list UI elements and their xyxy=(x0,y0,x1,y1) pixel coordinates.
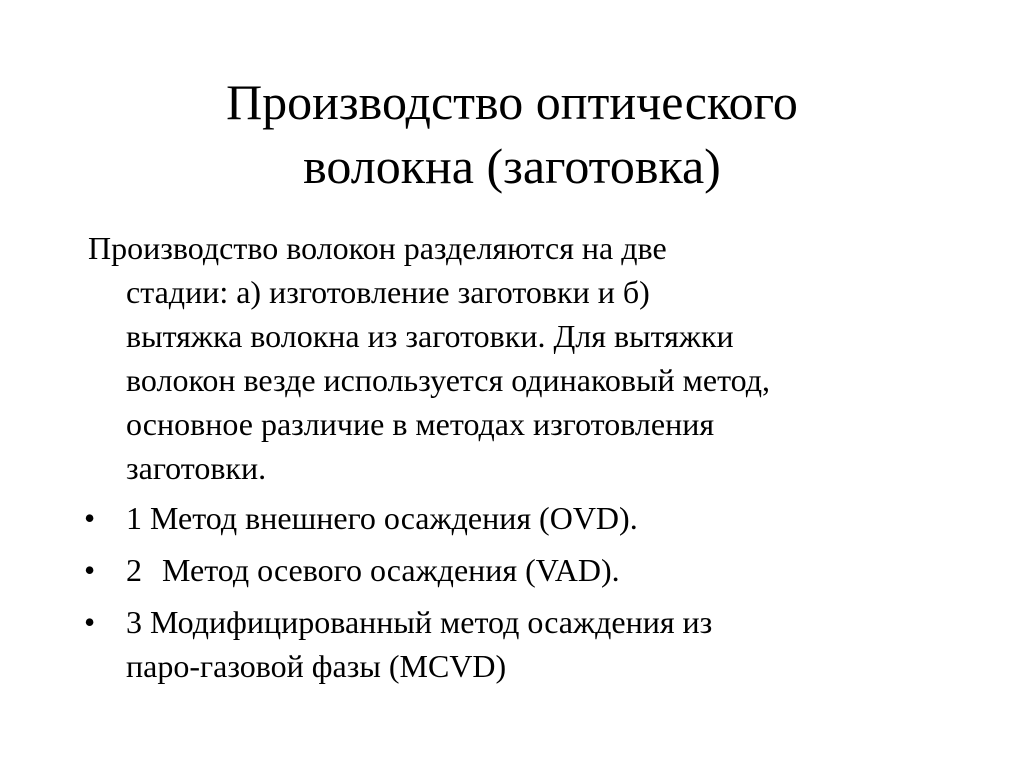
bullet-icon: • xyxy=(84,552,96,588)
intro-line: вытяжка волокна из заготовки. Для вытяжки xyxy=(126,318,734,354)
method-list xyxy=(84,496,944,696)
slide-title xyxy=(0,70,1024,198)
bullet-icon: • xyxy=(84,604,96,640)
list-item-text: 1 Метод внешнего осаждения (OVD). xyxy=(126,500,638,536)
bullet-icon: • xyxy=(84,500,96,536)
title-line-2: волокна (заготовка) xyxy=(303,138,721,194)
intro-line: Производство волокон разделяются на две xyxy=(88,230,667,266)
list-item xyxy=(84,600,944,688)
intro-paragraph xyxy=(88,226,928,490)
title-line-1: Производство оптического xyxy=(226,74,798,130)
intro-line: заготовки. xyxy=(126,450,267,486)
list-item-number: 2 xyxy=(126,552,142,588)
list-item-text: 3 Модифицированный метод осаждения из xyxy=(126,604,713,640)
intro-line: основное различие в методах изготовления xyxy=(126,406,715,442)
intro-line: волокон везде используется одинаковый метод, xyxy=(126,362,771,398)
intro-line: стадии: а) изготовление заготовки и б) xyxy=(126,274,650,310)
list-item-text: Метод осевого осаждения (VAD). xyxy=(162,552,620,588)
list-item-text: паро-газовой фазы (MCVD) xyxy=(126,648,507,684)
list-item xyxy=(84,548,944,592)
list-item xyxy=(84,496,944,540)
